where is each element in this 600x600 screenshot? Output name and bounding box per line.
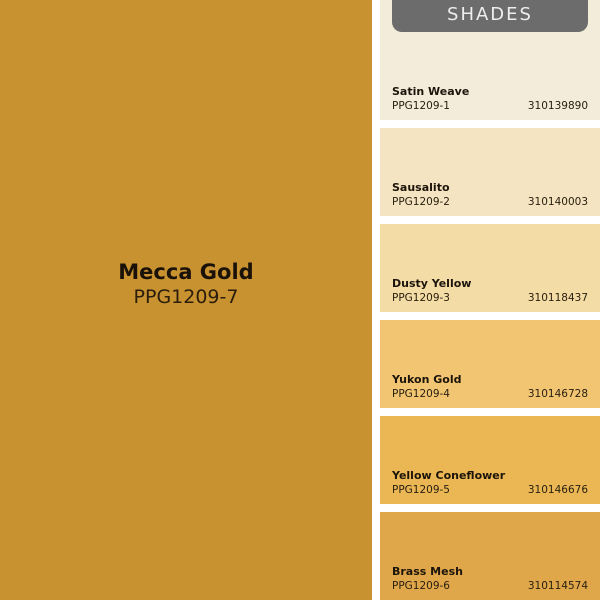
shade-number: 310140003	[527, 196, 588, 208]
shade-swatch	[380, 320, 600, 408]
main-color-name: Mecca Gold	[118, 260, 254, 284]
shade-swatch	[380, 416, 600, 504]
shade-code: PPG1209-5	[392, 484, 450, 496]
shade-swatch	[380, 224, 600, 312]
shade-swatch	[380, 128, 600, 216]
shade-name: Yukon Gold	[392, 373, 462, 386]
shade-code: PPG1209-1	[392, 100, 450, 112]
shade-code: PPG1209-2	[392, 196, 450, 208]
shade-name: Yellow Coneflower	[392, 469, 506, 482]
shade-number: 310146676	[527, 484, 588, 496]
shade-number: 310114574	[527, 580, 588, 592]
shade-name: Dusty Yellow	[392, 277, 472, 290]
shade-number: 310139890	[527, 100, 588, 112]
shade-code: PPG1209-4	[392, 388, 450, 400]
shade-number: 310118437	[527, 292, 588, 304]
shade-number: 310146728	[527, 388, 588, 400]
main-color-code: PPG1209-7	[133, 286, 239, 308]
shade-code: PPG1209-6	[392, 580, 450, 592]
shade-name: Satin Weave	[392, 85, 470, 98]
shades-header-tab: SHADES	[392, 0, 588, 32]
shade-swatch	[380, 512, 600, 600]
shade-name: Brass Mesh	[392, 565, 463, 578]
shade-name: Sausalito	[392, 181, 450, 194]
shade-code: PPG1209-3	[392, 292, 450, 304]
